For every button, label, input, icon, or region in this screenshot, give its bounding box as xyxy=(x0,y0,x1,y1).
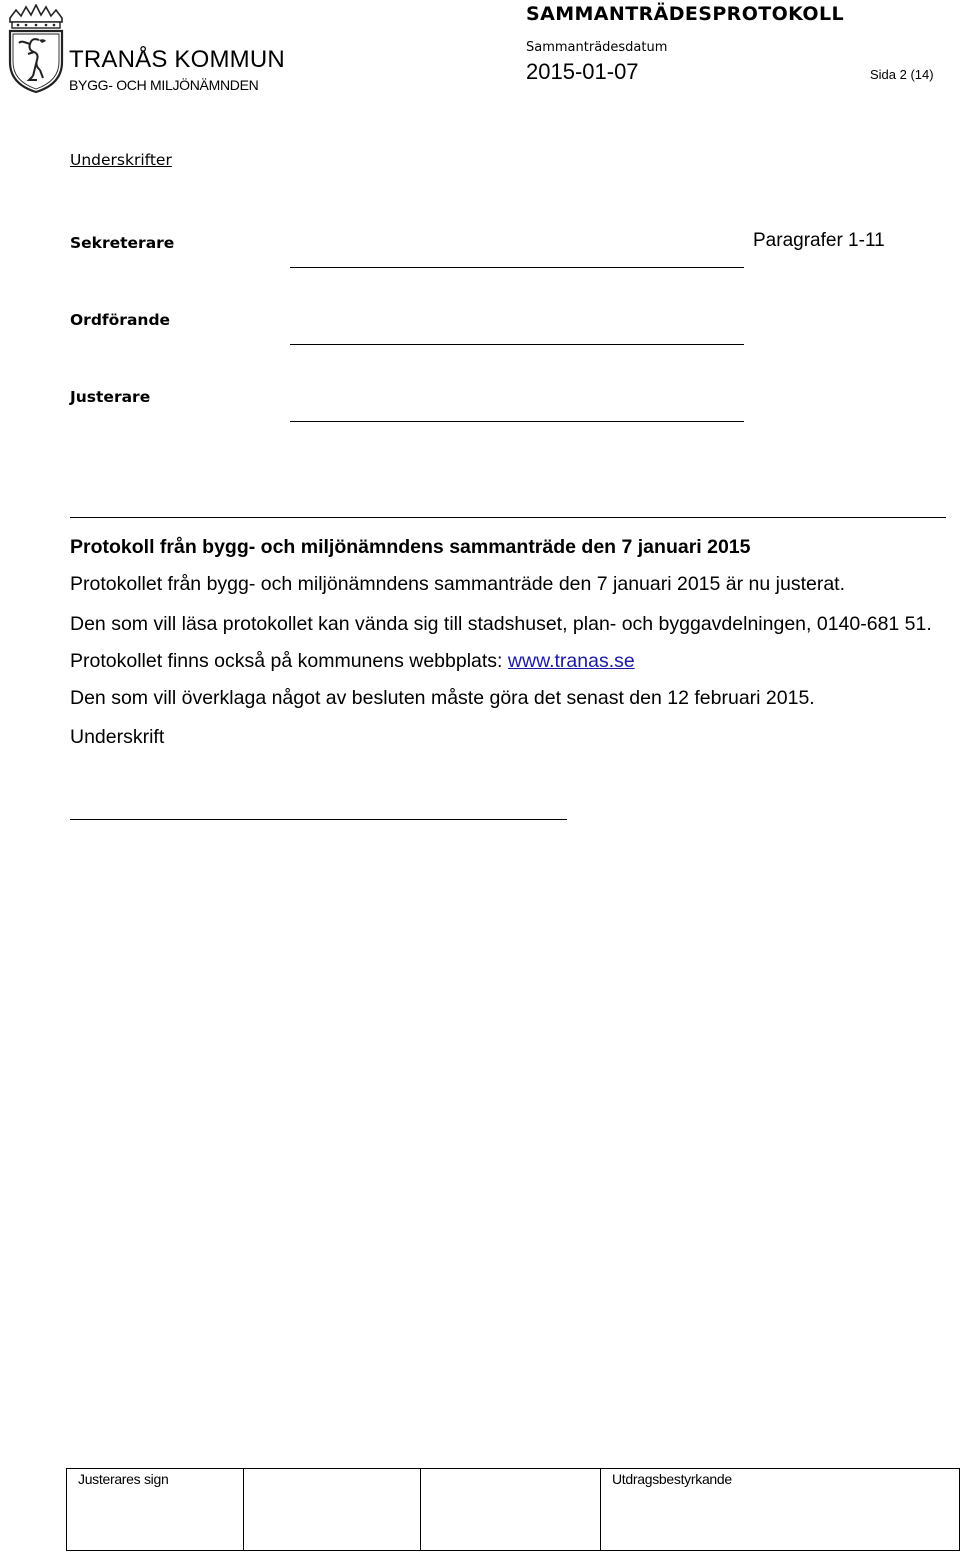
adjuster-signature-line xyxy=(290,421,744,422)
document-title: SAMMANTRÄDESPROTOKOLL xyxy=(526,3,844,25)
secretary-label: Sekreterare xyxy=(70,234,175,252)
notice-signature-line xyxy=(70,819,567,820)
notice-paragraph: Protokollet från bygg- och miljönämndens sammanträde den 7 januari 2015 är nu justerat. xyxy=(70,573,846,595)
organization-name: TRANÅS KOMMUN xyxy=(69,46,285,73)
chair-label: Ordförande xyxy=(70,311,171,329)
adjuster-sign-cell xyxy=(244,1469,421,1551)
notice-signature-label: Underskrift xyxy=(70,726,165,748)
extract-certifier-label: Utdragsbestyrkande xyxy=(612,1471,732,1487)
notice-paragraph: Den som vill läsa protokollet kan vända sig till stadshuset, plan- och byggavdelningen, 0140-681 51. xyxy=(70,613,932,635)
meeting-date-label: Sammanträdesdatum xyxy=(526,40,668,55)
adjuster-sign-cell xyxy=(67,1469,244,1551)
secretary-signature-line xyxy=(290,267,744,268)
adjuster-sign-cell xyxy=(421,1469,601,1551)
extract-certifier-cell xyxy=(601,1469,960,1551)
page-number: Sida 2 (14) xyxy=(870,67,934,82)
notice-website-text: Protokollet finns också på kommunens webbplats: xyxy=(70,650,508,672)
notice-title: Protokoll från bygg- och miljönämndens sammanträde den 7 januari 2015 xyxy=(70,536,751,558)
signatures-heading: Underskrifter xyxy=(70,151,172,169)
footer-sign-table xyxy=(66,1468,960,1551)
adjuster-sign-label: Justerares sign xyxy=(78,1471,169,1487)
section-divider xyxy=(70,517,946,518)
organization-department: BYGG- OCH MILJÖNÄMNDEN xyxy=(69,77,259,93)
chair-signature-line xyxy=(290,344,744,345)
website-link[interactable]: www.tranas.se xyxy=(507,650,635,672)
municipal-crest-logo xyxy=(6,4,66,94)
meeting-date-value: 2015-01-07 xyxy=(526,59,639,84)
notice-website-line xyxy=(70,650,635,673)
paragraphs-range: Paragrafer 1-11 xyxy=(753,230,885,251)
adjuster-label: Justerare xyxy=(70,388,151,406)
notice-paragraph: Den som vill överklaga något av besluten måste göra det senast den 12 februari 2015. xyxy=(70,687,815,709)
